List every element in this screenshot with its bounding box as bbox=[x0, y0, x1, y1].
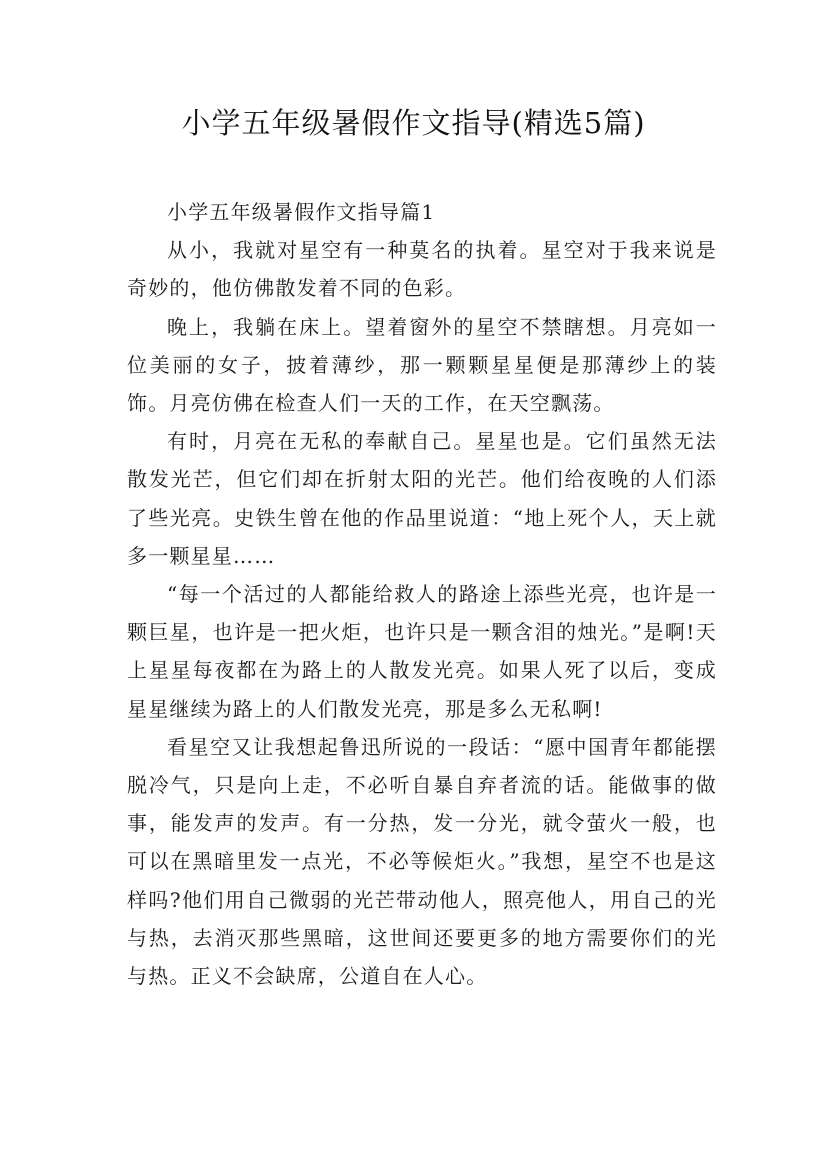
document-body bbox=[127, 193, 717, 995]
section-heading: 小学五年级暑假作文指导篇1 bbox=[167, 200, 436, 224]
paragraph: 有时，月亮在无私的奉献自己。星星也是。它们虽然无法散发光芒，但它们却在折射太阳的光芒。他们给夜晚的人们添了些光亮。史铁生曾在他的作品里说道：“地上死个人，天上就多一颗星星…… bbox=[127, 429, 717, 568]
paragraph: 看星空又让我想起鲁迅所说的一段话：“愿中国青年都能摆脱冷气，只是向上走，不必听自暴自弃者流的话。能做事的做事，能发声的发声。有一分热，发一分光，就令萤火一般，也可以在黑暗里发一点光，不必等候炬火。”我想，星空不也是这样吗?他们用自己微弱的光芒带动他人，照亮他人，用自己的光与热，去消灭那些黑暗，这世间还要更多的地方需要你们的光与热。正义不会缺席，公道自在人心。 bbox=[127, 734, 717, 989]
paragraph: 从小，我就对星空有一种莫名的执着。星空对于我来说是奇妙的，他仿佛散发着不同的色彩。 bbox=[127, 238, 717, 301]
document-title: 小学五年级暑假作文指导(精选5篇) bbox=[181, 106, 646, 140]
paragraph: “每一个活过的人都能给救人的路途上添些光亮，也许是一颗巨星，也许是一把火炬，也许只是一颗含泪的烛光。”是啊!天上星星每夜都在为路上的人散发光亮。如果人死了以后，变成星星继续为路上的人们散发光亮，那是多么无私啊! bbox=[127, 582, 717, 721]
paragraph: 晚上，我躺在床上。望着窗外的星空不禁瞎想。月亮如一位美丽的女子，披着薄纱，那一颗颗星星便是那薄纱上的装饰。月亮仿佛在检查人们一天的工作，在天空飘荡。 bbox=[127, 314, 717, 416]
